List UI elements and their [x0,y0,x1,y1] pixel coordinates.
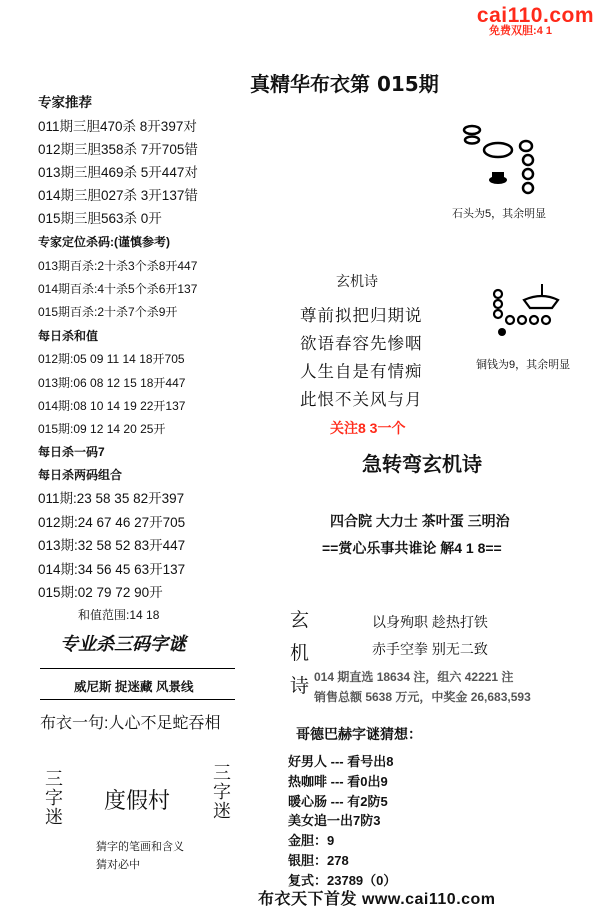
poem-heading: 玄机诗 [336,273,378,289]
twocode-row: 013期:32 58 52 83开447 [38,538,186,553]
twocode-row: 015期:02 79 72 90开 [38,585,163,600]
guess-row: 金胆：9 [288,833,335,848]
label-char: 迷 [45,806,63,827]
label-char: 三 [213,763,231,783]
onecode-text: 每日杀一码7 [38,445,105,459]
pro-riddle-title: 专业杀三码字谜 [60,634,186,655]
guess-row: 好男人 --- 看号出8 [288,754,394,769]
riddle-label-left [44,770,64,827]
sumkill-row: 015期:09 12 14 20 25开 [38,422,166,436]
sumkill-row: 012期:05 09 11 14 18开705 [38,352,185,366]
guess-row: 银胆：278 [288,853,349,868]
twocode-row: 012期:24 67 46 27开705 [38,515,186,530]
riddle-label-right [212,764,232,821]
position-heading: 专家定位杀码:(谨慎参考) [38,235,170,249]
coin-pictogram [490,282,564,340]
position-row: 013期百杀:2十杀3个杀8开447 [38,259,198,273]
position-row: 014期百杀:4十杀5个杀6开137 [38,282,198,296]
stone-caption: 石头为5，其余明显 [452,208,547,220]
riddle-hint: 猜字的笔画和含义 [96,841,184,853]
promo-text: 免费双胆:4 1 [489,25,552,37]
xuanji-char: 机 [290,643,310,664]
turn-title: 急转弯玄机诗 [362,454,482,476]
label-char: 字 [213,781,231,802]
guess-row: 复式：23789（0） [288,873,397,888]
twocode-row: 014期:34 56 45 63开137 [38,562,186,577]
sumkill-heading: 每日杀和值 [38,329,99,343]
guess-row: 热咖啡 --- 看0出9 [288,774,388,789]
riddle-word: 度假村 [104,788,171,813]
turn-line2: ==赏心乐事共谁论 解4 1 8== [322,540,502,556]
poem-line: 欲语春容先惨咽 [300,335,423,353]
position-row: 015期百杀:2十杀7个杀9开 [38,305,178,319]
xuanji-vertical [290,604,312,703]
expert-row: 014期三胆027杀 3开137错 [38,188,198,203]
coin-caption: 铜钱为9，其余明显 [476,359,571,371]
page-title: 真精华布衣第 015期 [250,72,439,96]
label-char: 三 [45,769,63,789]
brand-name: cai110 [476,4,543,27]
brand-dot: . [542,4,550,27]
stone-pictogram [458,118,548,196]
expert-row: 011期三胆470杀 8开397对 [38,119,197,134]
turn-line1: 四合院 大力士 茶叶蛋 三明治 [330,513,510,529]
buyi-sentence: 布衣一句:人心不足蛇吞相 [40,715,221,732]
expert-row: 013期三胆469杀 5开447对 [38,165,198,180]
label-char: 字 [45,787,63,808]
riddle-hint: 猜对必中 [96,859,140,871]
twocode-row: 011期:23 58 35 82开397 [38,491,185,506]
expert-row: 012期三胆358杀 7开705错 [38,142,198,157]
guess-heading: 哥德巴赫字谜猜想： [296,726,422,742]
divider [40,699,235,700]
poem-line: 人生自是有情痴 [300,363,423,381]
sum-range: 和值范围:14 18 [78,608,160,622]
focus-note: 关注8 3一个 [330,420,406,436]
poem-line: 尊前拟把归期说 [300,307,423,325]
guess-row: 美女追一出7防3 [288,813,381,828]
xuanji-line1: 以身殉职 趁热打铁 [372,614,488,630]
sales-line1: 014 期直选 18634 注，组六 42221 注 [314,670,514,684]
poem-line: 此恨不关风与月 [300,391,423,409]
expert-row: 015期三胆563杀 0开 [38,211,162,226]
venice-line: 威尼斯 捉迷藏 风景线 [74,680,194,694]
brand-tld-2: om [561,4,594,27]
label-char: 迷 [213,800,231,821]
sumkill-row: 013期:06 08 12 15 18开447 [38,376,186,390]
twocode-heading: 每日杀两码组合 [38,468,123,482]
xuanji-char: 玄 [290,610,310,631]
footer-site: 布衣天下首发 www.cai110.com [258,891,496,908]
brand-tld-1: c [549,4,562,27]
divider [40,668,235,669]
sales-line2: 销售总额 5638 万元，中奖金 26,683,593 [314,690,531,704]
sumkill-row: 014期:08 10 14 19 22开137 [38,399,186,413]
guess-row: 暖心肠 --- 有2防5 [288,794,388,809]
xuanji-char: 诗 [290,676,310,697]
expert-heading: 专家推荐 [38,95,92,110]
xuanji-line2: 赤手空拳 别无二致 [372,641,488,657]
